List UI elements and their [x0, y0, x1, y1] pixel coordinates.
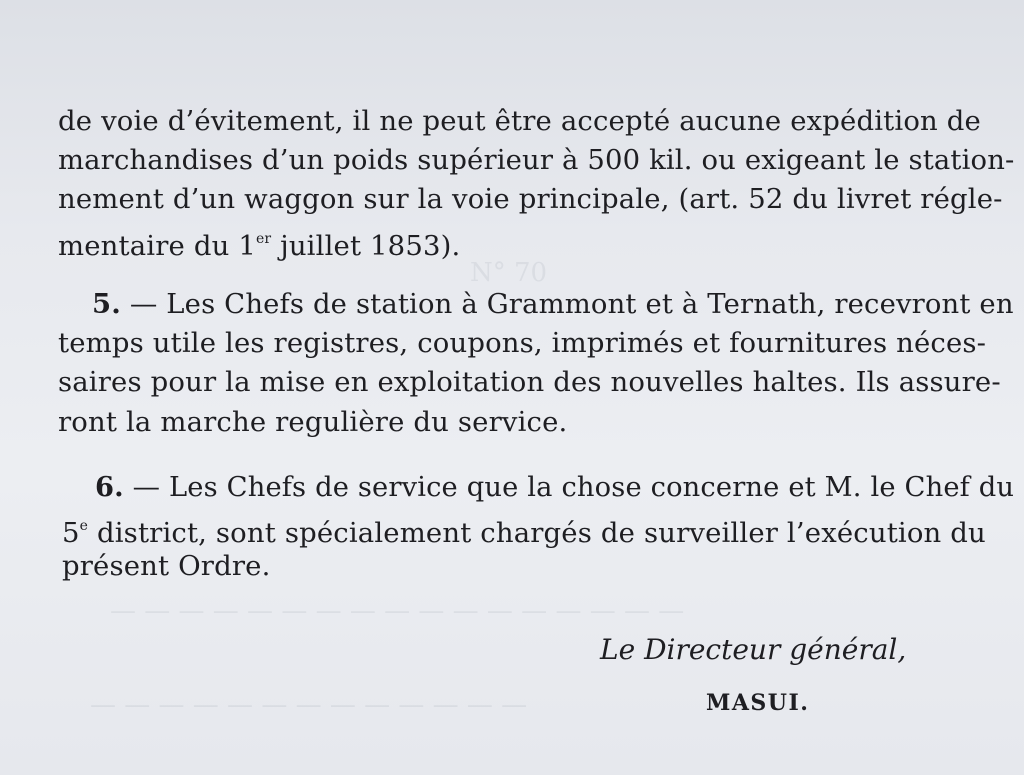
paragraph-line — [58, 221, 460, 264]
paragraph-6-line — [95, 469, 1015, 505]
paragraph-5-line: saires pour la mise en exploitation des nouvelles haltes. Ils assure- — [58, 366, 1001, 398]
paragraph-6-line: présent Ordre. — [62, 550, 271, 582]
signature-title: Le Directeur général, — [600, 633, 907, 666]
paragraph-number: 5. — [92, 288, 121, 320]
paragraph-5-line — [92, 286, 1014, 322]
text-segment: — Les Chefs de service que la chose concerne et M. le Chef du — [123, 471, 1015, 503]
text-segment: mentaire du 1 — [58, 230, 256, 262]
text-segment: 5 — [62, 517, 80, 549]
text-segment: juillet 1853). — [271, 230, 461, 262]
paragraph-line: marchandises d’un poids supérieur à 500 kil. ou exigeant le station- — [58, 144, 1015, 176]
paragraph-5-line: temps utile les registres, coupons, imprimés et fournitures néces- — [58, 327, 987, 359]
bleed-through-text: — — — — — — — — — — — — — — — — — — [110, 596, 685, 626]
paragraph-5-line: ront la marche regulière du service. — [58, 406, 568, 438]
superscript: er — [255, 231, 272, 247]
text-segment: district, sont spécialement chargés de surveiller l’exécution du — [88, 517, 986, 549]
paragraph-line: nement d’un waggon sur la voie principale, (art. 52 du livret régle- — [58, 183, 1003, 215]
paragraph-line: de voie d’évitement, il ne peut être accepté aucune expédition de — [58, 105, 981, 137]
paragraph-number: 6. — [95, 471, 124, 503]
bleed-through-text: N° 70 — [470, 258, 548, 288]
bleed-through-text: — — — — — — — — — — — — — — [90, 690, 528, 720]
text-segment: — Les Chefs de station à Grammont et à Ternath, recevront en — [120, 288, 1014, 320]
signature-name: MASUI. — [706, 690, 810, 716]
paragraph-6-line — [62, 508, 986, 551]
superscript: e — [79, 518, 89, 534]
